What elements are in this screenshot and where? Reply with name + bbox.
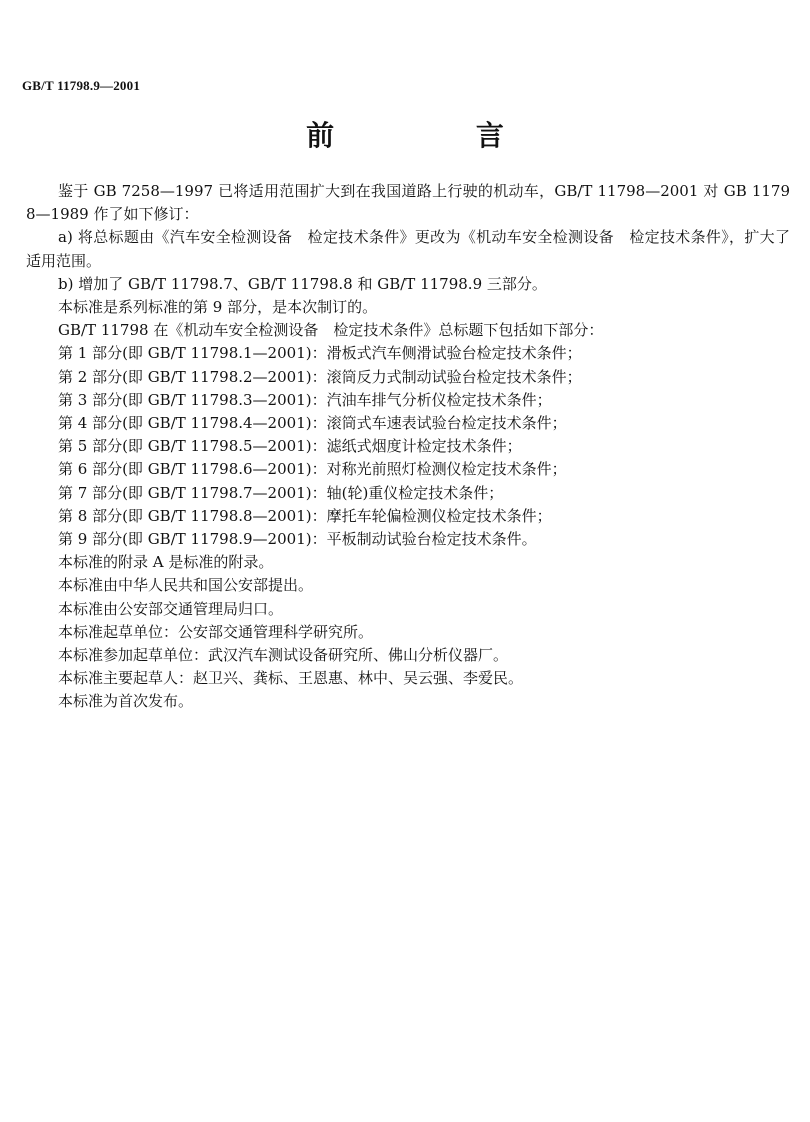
list-item-part-3: 第 3 部分(即 GB/T 11798.3—2001)：汽油车排气分析仪检定技术条件； (58, 390, 552, 409)
paragraph-first-release: 本标准为首次发布。 (58, 692, 194, 711)
paragraph-revision-b: b) 增加了 GB/T 11798.7、GB/T 11798.8 和 GB/T 11798.9 三部分。 (58, 274, 547, 293)
paragraph-parts-intro: GB/T 11798 在《机动车安全检测设备 检定技术条件》总标题下包括如下部分： (58, 321, 604, 340)
page-title: 前 言 (306, 119, 570, 152)
foreword-body (26, 180, 790, 714)
list-item-part-5: 第 5 部分(即 GB/T 11798.5—2001)：滤纸式烟度计检定技术条件； (58, 437, 522, 456)
list-item-part-8: 第 8 部分(即 GB/T 11798.8—2001)：摩托车轮偏检测仪检定技术条件； (58, 506, 552, 525)
list-item-part-7: 第 7 部分(即 GB/T 11798.7—2001)：轴(轮)重仪检定技术条件； (58, 483, 504, 502)
paragraph-appendix: 本标准的附录 A 是标准的附录。 (58, 553, 274, 572)
list-item-part-4: 第 4 部分(即 GB/T 11798.4—2001)：滚筒式车速表试验台检定技术条件； (58, 414, 567, 433)
paragraph-participating-units: 本标准参加起草单位：武汉汽车测试设备研究所、佛山分析仪器厂。 (58, 646, 509, 665)
paragraph-intro: 鉴于 GB 7258—1997 已将适用范围扩大到在我国道路上行驶的机动车，GB/T 11798—2001 对 GB 11798—1989 作了如下修订： (26, 182, 790, 224)
paragraph-drafting-unit: 本标准起草单位：公安部交通管理科学研究所。 (58, 622, 374, 641)
list-item-part-1: 第 1 部分(即 GB/T 11798.1—2001)：滑板式汽车侧滑试验台检定技术条件； (58, 344, 582, 363)
paragraph-main-drafters: 本标准主要起草人：赵卫兴、龚标、王恩惠、林中、吴云强、李爱民。 (58, 669, 524, 688)
paragraph-revision-a: a) 将总标题由《汽车安全检测设备 检定技术条件》更改为《机动车安全检测设备 检定技术条件》，扩大了适用范围。 (26, 228, 790, 270)
list-item-part-2: 第 2 部分(即 GB/T 11798.2—2001)：滚筒反力式制动试验台检定技术条件； (58, 367, 582, 386)
standard-code: GB/T 11798.9—2001 (22, 78, 141, 93)
list-item-part-6: 第 6 部分(即 GB/T 11798.6—2001)：对称光前照灯检测仪检定技术条件； (58, 460, 567, 479)
paragraph-centralized-by: 本标准由公安部交通管理局归口。 (58, 599, 284, 618)
paragraph-proposed-by: 本标准由中华人民共和国公安部提出。 (58, 576, 314, 595)
list-item-part-9: 第 9 部分(即 GB/T 11798.9—2001)：平板制动试验台检定技术条件。 (58, 530, 537, 549)
paragraph-series-note: 本标准是系列标准的第 9 部分，是本次制订的。 (58, 298, 378, 317)
